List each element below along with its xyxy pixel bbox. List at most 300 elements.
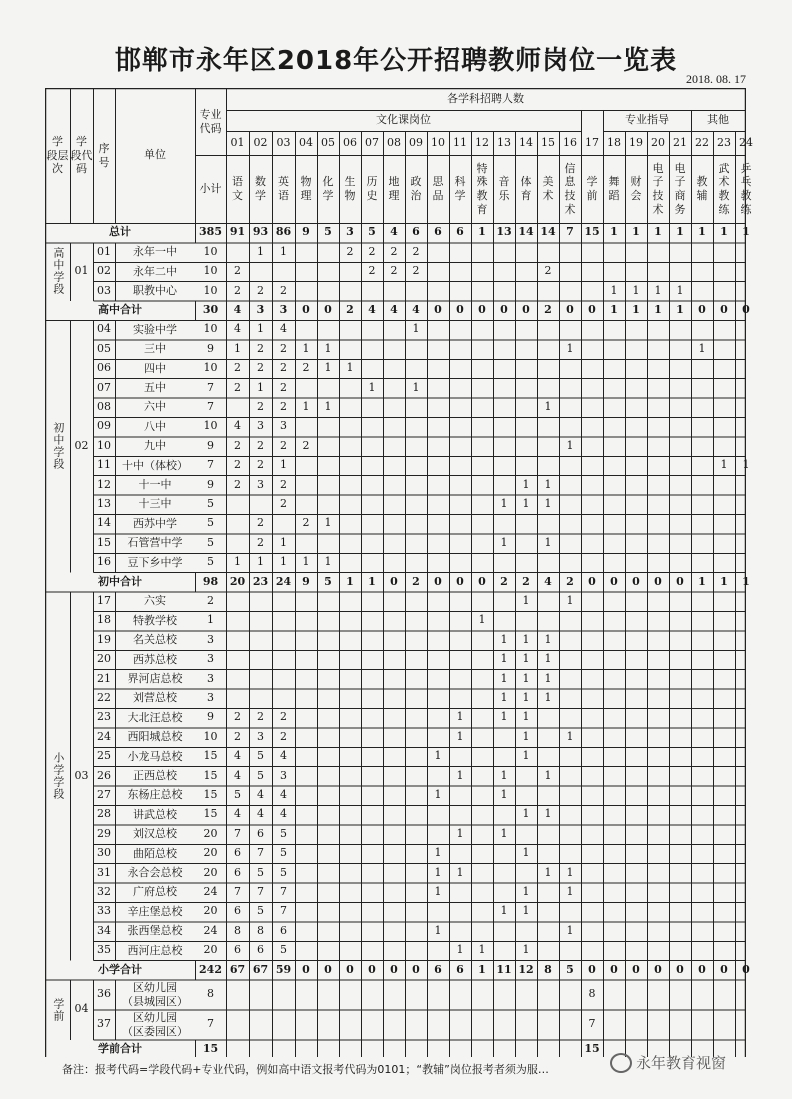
row-value-05 bbox=[317, 747, 339, 766]
row-seq: 07 bbox=[97, 380, 111, 394]
row-value-10 bbox=[427, 378, 449, 397]
row-value-13 bbox=[493, 863, 515, 882]
stage-sum-value-24: 1 bbox=[742, 574, 750, 588]
row-value-18 bbox=[603, 805, 625, 824]
row-unit: 六中 bbox=[144, 400, 166, 414]
stage-sum-value-17: 0 bbox=[588, 962, 596, 976]
row-value-24 bbox=[735, 1010, 757, 1040]
row-value-17 bbox=[581, 262, 603, 281]
row-value-09 bbox=[405, 824, 427, 843]
row-value-03 bbox=[272, 630, 295, 649]
row-value-19 bbox=[625, 533, 647, 552]
row-value-20 bbox=[647, 824, 669, 843]
row-value-12 bbox=[471, 436, 493, 455]
row-value-23 bbox=[713, 417, 735, 436]
row-value-18 bbox=[603, 611, 625, 630]
row-value-08 bbox=[383, 766, 405, 785]
row-value-11: 1 bbox=[456, 768, 464, 782]
row-value-05 bbox=[317, 436, 339, 455]
stage-sum-value-11: 0 bbox=[456, 302, 464, 316]
row-value-12 bbox=[471, 883, 493, 902]
row-value-19 bbox=[625, 941, 647, 960]
row-value-07 bbox=[361, 630, 383, 649]
stage-sum-value-05: 0 bbox=[324, 962, 332, 976]
row-subtotal: 10 bbox=[203, 244, 218, 258]
row-value-04 bbox=[295, 475, 317, 494]
row-value-05 bbox=[317, 980, 339, 1010]
row-value-04 bbox=[295, 844, 317, 863]
row-value-20 bbox=[647, 844, 669, 863]
row-value-01 bbox=[226, 514, 249, 533]
row-value-11 bbox=[449, 281, 471, 300]
row-value-21 bbox=[669, 495, 691, 514]
row-value-21 bbox=[669, 242, 691, 261]
header-subject-21: 电 子 商 务 bbox=[674, 161, 686, 216]
row-value-21 bbox=[669, 650, 691, 669]
row-value-10 bbox=[427, 514, 449, 533]
row-value-19 bbox=[625, 708, 647, 727]
row-unit: 十中（体校） bbox=[122, 458, 188, 472]
row-value-14: 1 bbox=[522, 884, 530, 898]
row-value-16 bbox=[559, 630, 581, 649]
row-value-06 bbox=[339, 669, 361, 688]
row-value-04 bbox=[295, 902, 317, 921]
row-value-07 bbox=[361, 475, 383, 494]
row-value-02: 2 bbox=[257, 399, 264, 413]
row-value-04 bbox=[295, 630, 317, 649]
row-value-11 bbox=[449, 883, 471, 902]
row-value-13 bbox=[493, 921, 515, 940]
stage-sum-value-02 bbox=[249, 1040, 272, 1059]
stage-code-02: 02 bbox=[74, 438, 89, 452]
row-value-09: 1 bbox=[412, 380, 420, 394]
row-value-18 bbox=[603, 727, 625, 746]
row-value-05: 1 bbox=[324, 341, 332, 355]
row-seq: 17 bbox=[97, 593, 111, 607]
row-value-05 bbox=[317, 475, 339, 494]
row-value-15 bbox=[537, 1010, 559, 1040]
total-value-06: 3 bbox=[346, 225, 354, 239]
row-value-04: 1 bbox=[302, 399, 310, 413]
row-value-21 bbox=[669, 398, 691, 417]
row-subtotal: 9 bbox=[207, 438, 214, 452]
row-value-24 bbox=[735, 281, 757, 300]
row-value-15: 1 bbox=[544, 652, 552, 666]
row-value-04 bbox=[295, 1010, 317, 1040]
row-value-18 bbox=[603, 320, 625, 339]
row-value-19 bbox=[625, 398, 647, 417]
row-value-21 bbox=[669, 883, 691, 902]
row-value-10 bbox=[427, 650, 449, 669]
row-value-04 bbox=[295, 941, 317, 960]
row-value-10 bbox=[427, 824, 449, 843]
row-value-18 bbox=[603, 921, 625, 940]
row-value-16 bbox=[559, 262, 581, 281]
row-value-10 bbox=[427, 281, 449, 300]
row-value-06 bbox=[339, 398, 361, 417]
row-value-18 bbox=[603, 378, 625, 397]
row-value-24 bbox=[735, 475, 757, 494]
row-value-22 bbox=[691, 592, 713, 611]
row-value-14 bbox=[515, 398, 537, 417]
row-value-17 bbox=[581, 650, 603, 669]
row-value-16 bbox=[559, 669, 581, 688]
row-value-17 bbox=[581, 514, 603, 533]
row-value-22 bbox=[691, 630, 713, 649]
row-value-17 bbox=[581, 786, 603, 805]
row-value-18 bbox=[603, 242, 625, 261]
row-value-14: 1 bbox=[522, 690, 530, 704]
row-value-01 bbox=[226, 1010, 249, 1040]
row-value-06 bbox=[339, 475, 361, 494]
row-value-05 bbox=[317, 281, 339, 300]
stage-sum-value-16: 5 bbox=[566, 962, 574, 976]
row-subtotal: 7 bbox=[207, 399, 214, 413]
header-code-04: 04 bbox=[299, 135, 313, 149]
row-value-21 bbox=[669, 844, 691, 863]
row-subtotal: 20 bbox=[203, 943, 218, 957]
row-value-02: 2 bbox=[257, 710, 264, 724]
row-unit: 曲陌总校 bbox=[133, 846, 177, 860]
row-value-02: 2 bbox=[257, 535, 264, 549]
row-subtotal: 5 bbox=[207, 516, 214, 530]
row-value-02 bbox=[249, 980, 272, 1010]
row-value-12: 1 bbox=[478, 613, 486, 627]
row-value-05 bbox=[317, 592, 339, 611]
row-value-15 bbox=[537, 359, 559, 378]
row-value-23 bbox=[713, 941, 735, 960]
row-value-09 bbox=[405, 844, 427, 863]
row-value-02: 1 bbox=[257, 380, 264, 394]
row-subtotal: 5 bbox=[207, 496, 214, 510]
row-value-19 bbox=[625, 475, 647, 494]
row-value-22 bbox=[691, 320, 713, 339]
stage-sum-value-24 bbox=[735, 1040, 757, 1059]
stage-sum-value-11 bbox=[449, 1040, 471, 1059]
row-value-01 bbox=[226, 242, 249, 261]
row-value-10 bbox=[427, 475, 449, 494]
row-value-20 bbox=[647, 417, 669, 436]
row-subtotal: 20 bbox=[203, 865, 218, 879]
row-value-19 bbox=[625, 650, 647, 669]
footnote: 备注：报考代码=学段代码+专业代码，例如高中语文报考代码为0101；“教辅”岗位报考者须为服… bbox=[62, 1063, 549, 1076]
row-value-17: 7 bbox=[588, 1017, 596, 1031]
row-value-07 bbox=[361, 727, 383, 746]
row-value-14: 1 bbox=[522, 904, 530, 918]
row-value-11 bbox=[449, 378, 471, 397]
row-value-18 bbox=[603, 553, 625, 572]
row-value-15: 1 bbox=[544, 496, 552, 510]
row-value-22 bbox=[691, 436, 713, 455]
stage-sum-value-19: 1 bbox=[632, 302, 640, 316]
row-value-13 bbox=[493, 398, 515, 417]
row-value-06 bbox=[339, 611, 361, 630]
total-value-03: 86 bbox=[275, 225, 292, 239]
row-value-03: 2 bbox=[280, 399, 287, 413]
row-value-04 bbox=[295, 281, 317, 300]
row-value-15 bbox=[537, 242, 559, 261]
row-value-03: 2 bbox=[280, 438, 287, 452]
row-unit: 五中 bbox=[144, 381, 166, 394]
row-value-18 bbox=[603, 1010, 625, 1040]
row-seq: 37 bbox=[97, 1017, 111, 1031]
stage-sum-value-14: 0 bbox=[522, 302, 530, 316]
total-value-12: 1 bbox=[478, 225, 486, 239]
header-subject-19: 财 会 bbox=[630, 175, 642, 202]
row-value-09 bbox=[405, 786, 427, 805]
row-value-13: 1 bbox=[500, 710, 508, 724]
row-value-16 bbox=[559, 805, 581, 824]
row-value-21 bbox=[669, 669, 691, 688]
row-value-13 bbox=[493, 378, 515, 397]
row-value-17 bbox=[581, 533, 603, 552]
stage-level-04: 学前 bbox=[51, 997, 65, 1022]
row-value-23 bbox=[713, 398, 735, 417]
row-value-07 bbox=[361, 456, 383, 475]
row-value-08 bbox=[383, 456, 405, 475]
row-value-21 bbox=[669, 1010, 691, 1040]
row-value-15: 1 bbox=[544, 768, 552, 782]
row-value-05 bbox=[317, 727, 339, 746]
stage-sum-value-20: 1 bbox=[654, 302, 662, 316]
stage-level-02: 初中学段 bbox=[51, 422, 65, 471]
row-value-14 bbox=[515, 980, 537, 1010]
header-code-12: 12 bbox=[475, 135, 489, 149]
row-value-15 bbox=[537, 786, 559, 805]
row-value-23 bbox=[713, 980, 735, 1010]
row-value-03 bbox=[272, 669, 295, 688]
row-value-09: 2 bbox=[412, 244, 420, 258]
row-value-08 bbox=[383, 650, 405, 669]
row-value-18 bbox=[603, 359, 625, 378]
row-value-17 bbox=[581, 359, 603, 378]
total-value-22: 1 bbox=[698, 225, 706, 239]
row-value-20: 1 bbox=[654, 283, 662, 297]
stage-sum-value-06: 2 bbox=[346, 302, 354, 316]
row-value-21 bbox=[669, 747, 691, 766]
row-value-13 bbox=[493, 436, 515, 455]
stage-sum-value-10 bbox=[427, 1040, 449, 1059]
stage-sum-value-17: 0 bbox=[588, 302, 596, 316]
row-value-16: 1 bbox=[566, 865, 574, 879]
row-value-04: 1 bbox=[302, 341, 310, 355]
row-value-18 bbox=[603, 902, 625, 921]
stage-sum-value-10: 0 bbox=[434, 302, 442, 316]
stage-sum-subtotal: 30 bbox=[202, 302, 219, 316]
row-value-23 bbox=[713, 902, 735, 921]
row-value-10 bbox=[427, 689, 449, 708]
row-value-20 bbox=[647, 378, 669, 397]
row-subtotal: 9 bbox=[207, 477, 214, 491]
row-value-11: 1 bbox=[456, 865, 464, 879]
row-value-09 bbox=[405, 689, 427, 708]
row-value-04 bbox=[295, 689, 317, 708]
row-value-18 bbox=[603, 339, 625, 358]
row-value-22 bbox=[691, 921, 713, 940]
total-value-24: 1 bbox=[742, 225, 750, 239]
row-value-14 bbox=[515, 456, 537, 475]
row-value-06 bbox=[339, 766, 361, 785]
row-value-04 bbox=[295, 883, 317, 902]
row-value-11 bbox=[449, 398, 471, 417]
row-seq: 22 bbox=[97, 690, 111, 704]
row-value-24 bbox=[735, 863, 757, 882]
row-value-20 bbox=[647, 650, 669, 669]
row-value-07: 2 bbox=[368, 244, 376, 258]
row-value-22 bbox=[691, 1010, 713, 1040]
row-value-08 bbox=[383, 844, 405, 863]
row-value-17 bbox=[581, 689, 603, 708]
stage-sum-value-14: 12 bbox=[518, 962, 534, 976]
row-value-07 bbox=[361, 921, 383, 940]
row-value-02: 3 bbox=[257, 419, 264, 433]
row-value-18 bbox=[603, 436, 625, 455]
stage-sum-value-16 bbox=[559, 1040, 581, 1059]
row-value-09 bbox=[405, 747, 427, 766]
row-value-05 bbox=[317, 902, 339, 921]
row-value-12 bbox=[471, 689, 493, 708]
row-value-10: 1 bbox=[434, 846, 442, 860]
row-value-15: 1 bbox=[544, 399, 552, 413]
row-value-09 bbox=[405, 417, 427, 436]
stage-sum-value-10: 6 bbox=[434, 962, 442, 976]
row-value-12 bbox=[471, 844, 493, 863]
row-value-14 bbox=[515, 1010, 537, 1040]
row-value-18 bbox=[603, 592, 625, 611]
row-value-02: 4 bbox=[257, 787, 264, 801]
row-value-07 bbox=[361, 611, 383, 630]
row-value-10 bbox=[427, 630, 449, 649]
row-value-22 bbox=[691, 475, 713, 494]
header-subject-10: 思 品 bbox=[432, 175, 444, 202]
row-seq: 11 bbox=[97, 458, 111, 472]
row-value-10 bbox=[427, 436, 449, 455]
stage-sum-value-24: 0 bbox=[742, 962, 750, 976]
header-code-02: 02 bbox=[253, 135, 268, 149]
row-value-14: 1 bbox=[522, 846, 530, 860]
row-value-01: 2 bbox=[234, 729, 241, 743]
stage-sum-value-21: 0 bbox=[676, 574, 684, 588]
row-value-10 bbox=[427, 417, 449, 436]
row-value-20 bbox=[647, 708, 669, 727]
row-value-08: 2 bbox=[390, 244, 398, 258]
row-subtotal: 9 bbox=[207, 341, 214, 355]
row-value-08 bbox=[383, 378, 405, 397]
row-value-21 bbox=[669, 980, 691, 1010]
row-value-22 bbox=[691, 844, 713, 863]
row-value-23 bbox=[713, 708, 735, 727]
row-value-16: 1 bbox=[566, 341, 574, 355]
row-value-15 bbox=[537, 320, 559, 339]
row-value-06 bbox=[339, 436, 361, 455]
row-value-19 bbox=[625, 844, 647, 863]
row-unit: 广府总校 bbox=[133, 885, 177, 899]
row-value-21 bbox=[669, 708, 691, 727]
stage-sum-value-22: 0 bbox=[698, 962, 706, 976]
row-value-22 bbox=[691, 786, 713, 805]
row-value-20 bbox=[647, 495, 669, 514]
row-value-14: 1 bbox=[522, 943, 530, 957]
row-value-11 bbox=[449, 592, 471, 611]
row-value-23 bbox=[713, 378, 735, 397]
stage-sum-value-07: 1 bbox=[368, 574, 376, 588]
row-value-11 bbox=[449, 1010, 471, 1040]
header-code-13: 13 bbox=[497, 135, 511, 149]
stage-sum-label: 小学合计 bbox=[98, 962, 142, 976]
row-value-12 bbox=[471, 863, 493, 882]
row-value-12 bbox=[471, 727, 493, 746]
row-value-22 bbox=[691, 242, 713, 261]
row-value-07 bbox=[361, 1010, 383, 1040]
row-value-20 bbox=[647, 766, 669, 785]
row-value-20 bbox=[647, 786, 669, 805]
row-unit: 十一中 bbox=[138, 478, 172, 491]
row-value-19 bbox=[625, 669, 647, 688]
row-value-13 bbox=[493, 980, 515, 1010]
row-value-17 bbox=[581, 242, 603, 261]
row-value-19 bbox=[625, 630, 647, 649]
stage-sum-value-21: 1 bbox=[676, 302, 684, 316]
row-value-08 bbox=[383, 553, 405, 572]
row-value-03: 1 bbox=[280, 244, 287, 258]
stage-sum-value-02: 23 bbox=[252, 574, 269, 588]
row-value-23 bbox=[713, 863, 735, 882]
stage-sum-value-07 bbox=[361, 1040, 383, 1059]
header-code-09: 09 bbox=[409, 135, 423, 149]
row-value-19 bbox=[625, 456, 647, 475]
row-value-04 bbox=[295, 378, 317, 397]
row-value-24 bbox=[735, 592, 757, 611]
header-group-all: 各学科招聘人数 bbox=[447, 91, 524, 105]
row-value-10 bbox=[427, 495, 449, 514]
row-value-01: 2 bbox=[234, 477, 241, 491]
row-value-24 bbox=[735, 495, 757, 514]
row-value-18 bbox=[603, 844, 625, 863]
row-value-13 bbox=[493, 475, 515, 494]
row-value-10 bbox=[427, 456, 449, 475]
row-value-01: 4 bbox=[234, 419, 241, 433]
row-value-08 bbox=[383, 359, 405, 378]
row-value-01: 2 bbox=[234, 283, 241, 297]
row-value-08 bbox=[383, 281, 405, 300]
row-value-01: 6 bbox=[234, 943, 241, 957]
row-value-15 bbox=[537, 747, 559, 766]
row-subtotal: 10 bbox=[203, 264, 218, 278]
row-value-10 bbox=[427, 242, 449, 261]
row-value-19 bbox=[625, 980, 647, 1010]
row-value-03: 7 bbox=[280, 884, 287, 898]
row-value-08 bbox=[383, 592, 405, 611]
stage-sum-value-22: 1 bbox=[698, 574, 706, 588]
row-value-11 bbox=[449, 650, 471, 669]
row-value-02: 5 bbox=[257, 768, 264, 782]
row-value-14 bbox=[515, 242, 537, 261]
row-value-20 bbox=[647, 262, 669, 281]
watermark bbox=[610, 1052, 726, 1073]
row-value-19 bbox=[625, 378, 647, 397]
publish-date: 2018. 08. 17 bbox=[686, 72, 746, 86]
row-value-16 bbox=[559, 242, 581, 261]
row-value-16 bbox=[559, 320, 581, 339]
row-value-10 bbox=[427, 592, 449, 611]
stage-sum-value-04: 0 bbox=[302, 302, 310, 316]
row-value-09 bbox=[405, 708, 427, 727]
row-value-19 bbox=[625, 824, 647, 843]
row-subtotal: 3 bbox=[207, 690, 214, 704]
row-value-21 bbox=[669, 921, 691, 940]
row-value-19 bbox=[625, 320, 647, 339]
row-value-01 bbox=[226, 495, 249, 514]
